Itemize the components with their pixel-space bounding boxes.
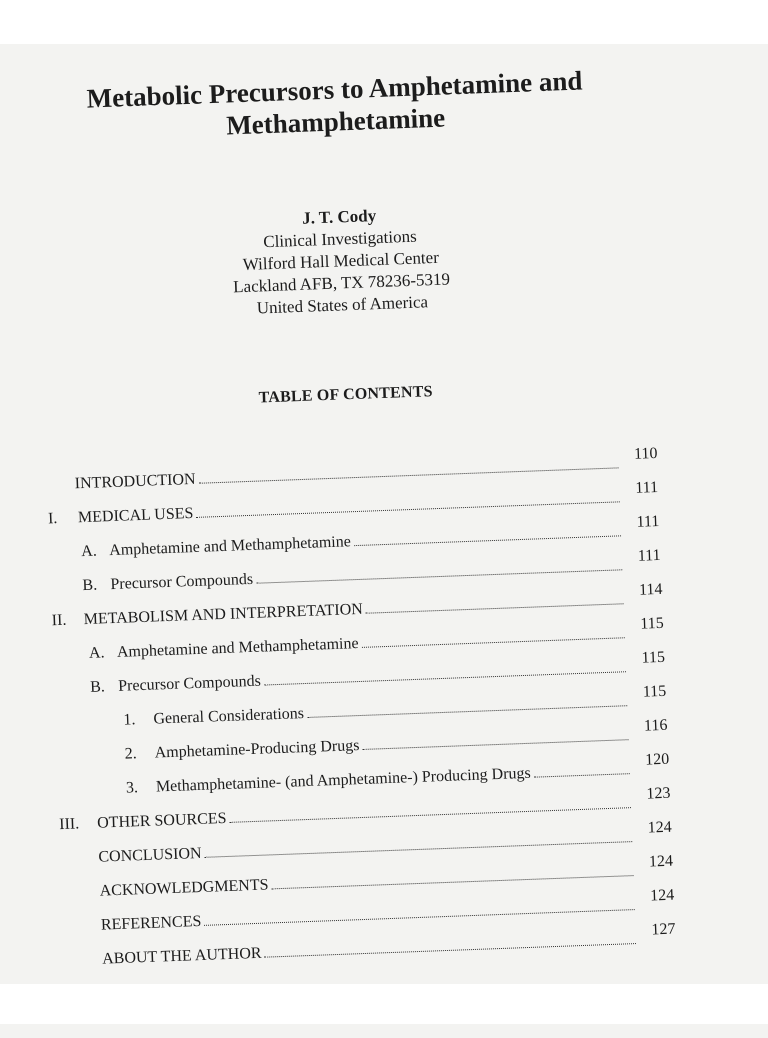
toc-page-number: 120 [644,750,670,769]
toc-page-number: 110 [633,444,658,463]
toc-page-number: 115 [642,682,667,701]
toc-page-number: 111 [634,478,659,497]
toc-label: INTRODUCTION [74,470,196,493]
toc-page-number: 111 [636,512,660,531]
dot-leader [354,535,621,546]
dot-leader [272,875,634,889]
toc-label: Precursor Compounds [110,570,254,594]
toc-label: METABOLISM AND INTERPRETATION [83,600,364,629]
toc-page-number: 124 [649,886,675,905]
dot-leader [534,773,630,778]
toc-page-number: 127 [651,920,676,939]
toc-page-number: 111 [637,546,661,565]
toc-label: REFERENCES [100,912,202,934]
toc-number: A. [88,644,105,662]
toc-label: Amphetamine and Methamphetamine [116,635,359,661]
dot-leader [230,807,631,823]
toc-label: MEDICAL USES [77,504,194,527]
author-country: United States of America [256,292,429,318]
dot-leader [265,943,636,958]
table-of-contents [0,433,765,968]
toc-label: OTHER SOURCES [96,809,227,832]
toc-page-number: 123 [646,784,671,803]
toc-number: III. [58,815,80,834]
dot-leader [366,603,624,613]
toc-heading: TABLE OF CONTENTS [258,383,433,407]
toc-label: Amphetamine and Methamphetamine [108,533,352,560]
dot-leader [196,501,619,518]
author-block [189,201,493,322]
toc-page-number: 115 [641,648,666,667]
toc-label: CONCLUSION [98,844,202,866]
toc-number: B. [89,678,106,696]
dot-leader [362,637,625,648]
author-address: Lackland AFB, TX 78236-5319 [232,269,451,297]
toc-number: I. [47,509,58,528]
dot-leader [256,569,622,583]
dot-leader [205,841,633,858]
dot-leader [199,467,619,483]
document-title [34,63,636,149]
dot-leader [204,909,634,926]
toc-page-number: 114 [638,580,663,599]
author-name: J. T. Cody [301,206,377,228]
toc-number: B. [82,576,98,595]
title-line-2: Methamphetamine [225,102,446,141]
author-institution: Wilford Hall Medical Center [242,247,440,275]
toc-label: General Considerations [153,705,305,728]
toc-label: Methamphetamine- (and Amphetamine-) Producing Drugs [155,764,532,796]
toc-label: Amphetamine-Producing Drugs [154,737,360,762]
toc-label: ABOUT THE AUTHOR [101,944,262,968]
author-department: Clinical Investigations [262,226,417,252]
toc-number: 3. [125,779,139,797]
title-line-1: Metabolic Precursors to Amphetamine and [86,65,583,114]
toc-label: ACKNOWLEDGMENTS [99,876,269,900]
toc-number: 2. [124,745,138,763]
toc-page-number: 124 [648,852,674,871]
dot-leader [307,705,627,718]
toc-page-number: 115 [639,614,664,633]
dot-leader [264,671,626,685]
toc-number: 1. [123,711,136,729]
toc-number: A. [80,542,98,561]
toc-page-number: 124 [647,818,673,837]
toc-page-number: 116 [643,716,668,735]
toc-label: Precursor Compounds [117,672,262,695]
dot-leader [363,739,629,750]
toc-number: II. [51,611,67,630]
